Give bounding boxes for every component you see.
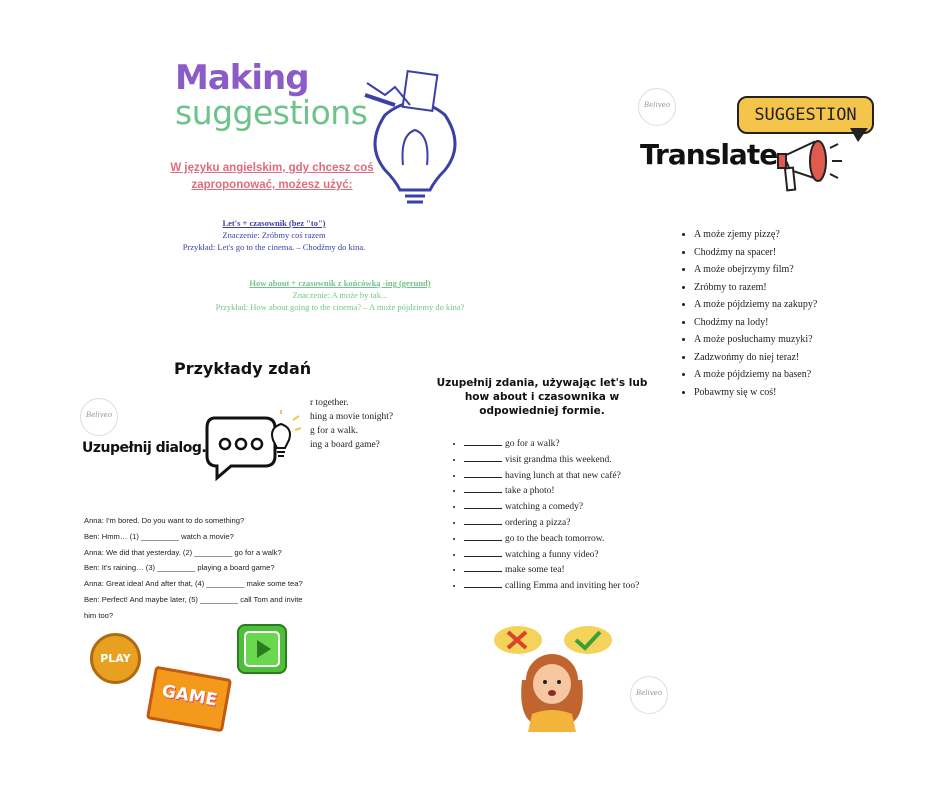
- dialog-line: Anna: I'm bored. Do you want to do something?: [84, 516, 245, 525]
- translate-item: • Chodźmy na spacer!: [694, 244, 817, 262]
- blank-line[interactable]: [464, 563, 502, 572]
- blank-line[interactable]: [464, 453, 502, 462]
- examples-title: Przykłady zdań: [174, 359, 312, 378]
- exercise-item-text: calling Emma and inviting her too?: [505, 581, 640, 592]
- rule-how-about-example: Przykład: How about going to the cinema? – A może pójdziemy do kina?: [215, 302, 465, 312]
- translate-item: • Pobawmy się w coś!: [694, 384, 817, 402]
- intro-text: W języku angielskim, gdy chcesz coś zaproponować, możesz użyć:: [170, 162, 374, 191]
- dialog-line: Anna: We did that yesterday. (2) _________ go for a walk?: [84, 547, 282, 557]
- translate-title: Translate: [640, 138, 778, 171]
- exercise-item-text: watching a funny video?: [505, 549, 599, 560]
- translate-item: • A może obejrzymy film?: [694, 261, 817, 279]
- megaphone-icon: [776, 130, 846, 194]
- translate-item: • A może posłuchamy muzyki?: [694, 331, 817, 349]
- translate-item: • Zadzwońmy do niej teraz!: [694, 349, 817, 367]
- rule-how-about: [215, 277, 465, 313]
- exercise-title: Uzupełnij zdania, używając let's lub how about i czasownika w odpowiedniej formie.: [436, 377, 648, 417]
- dialog-title: Uzupełnij dialog.: [82, 440, 207, 456]
- blank-line[interactable]: [464, 484, 502, 493]
- blank-line[interactable]: [464, 548, 502, 557]
- green-play-icon[interactable]: [237, 624, 287, 674]
- title-making: Making: [175, 58, 309, 98]
- rule-lets-example: Przykład: Let's go to the cinema. – Chodźmy do kina.: [182, 242, 366, 252]
- dialog-line: Ben: It's raining… (3) _________ playing a board game?: [84, 563, 275, 573]
- blank-line[interactable]: [464, 532, 502, 541]
- exercise-item-text: ordering a pizza?: [505, 517, 571, 528]
- exercise-item: [464, 563, 639, 579]
- exercise-item: [464, 579, 639, 595]
- blank-line[interactable]: [464, 516, 502, 525]
- exercise-item: [464, 453, 639, 469]
- example-line: r together.: [310, 398, 349, 408]
- game-cartridge-icon: GAME: [146, 666, 232, 733]
- translate-item: • A może zjemy pizzę?: [694, 226, 817, 244]
- brand-logo-2: Beliveo: [80, 398, 118, 436]
- dialog-line: him too?: [84, 610, 114, 620]
- translate-item: • Zróbmy to razem!: [694, 279, 817, 297]
- suggestion-badge: SUGGESTION: [737, 96, 874, 134]
- dialog-line: Ben: Hmm… (1) _________ watch a movie?: [84, 531, 234, 541]
- translate-item: • A może pójdziemy na basen?: [694, 366, 817, 384]
- example-line: g for a walk.: [310, 426, 359, 436]
- blank-line[interactable]: [464, 437, 502, 446]
- rule-how-about-heading: How about + czasownik z końcówką -ing (gerund): [249, 278, 431, 288]
- exercise-list: [440, 437, 639, 595]
- blank-line[interactable]: [464, 469, 502, 478]
- example-line: ing a board game?: [310, 440, 380, 450]
- rule-lets: [160, 217, 388, 253]
- rule-lets-meaning: Znaczenie: Zróbmy coś razem: [222, 230, 326, 240]
- brand-logo: Beliveo: [638, 88, 676, 126]
- speech-bubble-tail: [850, 128, 868, 142]
- exercise-item-text: go for a walk?: [505, 439, 560, 449]
- rule-lets-heading: Let's + czasownik (bez "to"): [222, 218, 326, 228]
- exercise-item-text: having lunch at that new café?: [505, 470, 621, 481]
- exercise-item: [464, 437, 639, 453]
- exercise-item: [464, 484, 639, 500]
- translate-list: [672, 226, 817, 401]
- rule-how-about-meaning: Znaczenie: A może by tak...: [292, 290, 388, 300]
- translate-item: • Chodźmy na lody!: [694, 314, 817, 332]
- translate-item: • A może pójdziemy na zakupy?: [694, 296, 817, 314]
- exercise-item: [464, 500, 639, 516]
- brand-logo-3: Beliveo: [630, 676, 668, 714]
- exercise-item-text: take a photo!: [505, 486, 555, 497]
- blank-line[interactable]: [464, 500, 502, 509]
- exercise-item: [464, 548, 639, 564]
- exercise-item-text: make some tea!: [505, 565, 565, 576]
- confused-girl-icon: [490, 620, 620, 732]
- play-button[interactable]: PLAY: [90, 633, 141, 684]
- title-suggestions: suggestions: [175, 93, 368, 132]
- dialog-line: Anna: Great idea! And after that, (4) _________ make some tea?: [84, 579, 303, 589]
- example-line: hing a movie tonight?: [310, 412, 394, 422]
- dialog-text: [84, 513, 304, 624]
- exercise-item-text: watching a comedy?: [505, 502, 584, 513]
- exercise-item-text: visit grandma this weekend.: [505, 454, 612, 465]
- speech-bubble-icon: [203, 410, 303, 482]
- exercise-item: [464, 532, 639, 548]
- exercise-item: [464, 516, 639, 532]
- exercise-item-text: go to the beach tomorrow.: [505, 533, 605, 544]
- blank-line[interactable]: [464, 579, 502, 588]
- exercise-item: [464, 469, 639, 485]
- examples-partial: [310, 396, 393, 452]
- dialog-line: Ben: Perfect! And maybe later, (5) _________ call Tom and invite: [84, 594, 303, 604]
